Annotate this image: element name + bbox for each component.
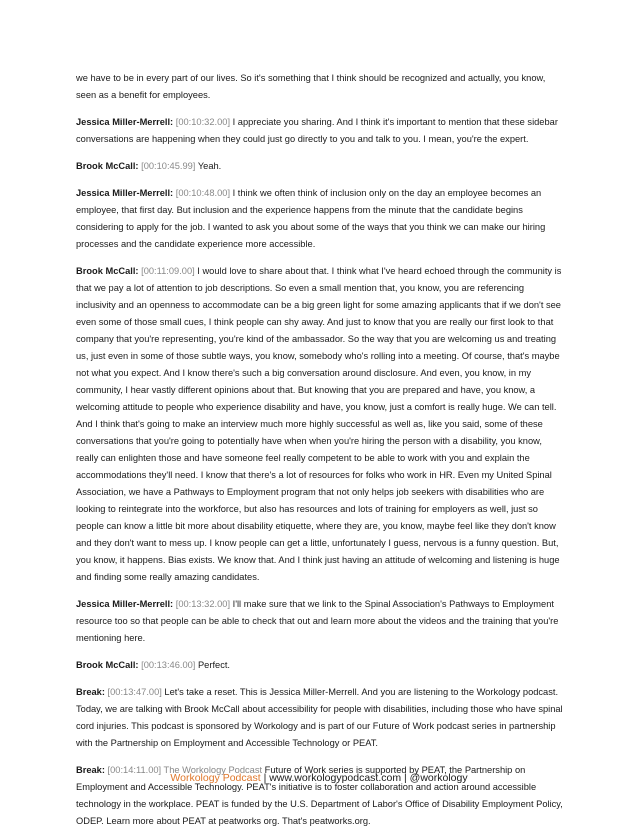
- speaker-name: Jessica Miller-Merrell:: [76, 117, 174, 127]
- paragraph-text: Yeah.: [197, 161, 222, 171]
- speaker-name: Jessica Miller-Merrell:: [76, 188, 174, 198]
- transcript-paragraph: [76, 263, 566, 586]
- transcript-paragraph: [76, 657, 566, 674]
- timestamp: [00:13:46.00]: [141, 660, 196, 670]
- paragraph-text: I would love to share about that. I think what I've heard echoed through the community is that we pay a lot of attention to job descriptions. So even a small mention that, you know, you are referencing inclusivity and an openness to accommodate can be a big green light for some amazing applicants that if we don't see even some of those small cues, I think people can shy away. And just to know that you are really our first look to that company that you're representing, you're kind of the ambassador. So the way that you are welcoming us and treating us, just even in some of those subtle ways, you know, somebody who's rolling into a meeting. Of course, that's maybe not what you expect. And I know there's such a big conversation around disclosure. And even, you know, in my community, I hear vastly different opinions about that. But knowing that you are prepared and have, you know, a welcoming attitude to people who experience disability and have, you know, just a comfort is really huge. We can tell. And I think that's going to make an interview much more highly successful as well as, like you said, some of these conversations that you're going to potentially have when when you're hiring the person with a disability, you know, really can enlighten those and have someone feel really competent to be able to work with you and explain the accommodations they'll need. I know that there's a lot of resources for folks who work in HR. Even my United Spinal Association, we have a Pathways to Employment program that not only helps job seekers with disabilities who are looking to reintegrate into the workforce, but also has resources and lots of training for employers as well, just so people can know a little bit more about disability etiquette, where they are, you know, maybe feel like they don't know and they don't want to mess up. I know people can get a little, unfortunately I guess, nervous is a funny question. But, you know, it happens. Bias exists. We know that. And I think just having an attitude of welcoming and listening is huge and finding some really amazing candidates.: [76, 266, 562, 582]
- speaker-name: Brook McCall:: [76, 161, 139, 171]
- timestamp: [00:11:09.00]: [141, 266, 195, 276]
- transcript-paragraph: [76, 70, 566, 104]
- paragraph-text: Perfect.: [197, 660, 231, 670]
- paragraph-text: we have to be in every part of our lives. So it's something that I think should be recognized and actually, you know, seen as a benefit for employees.: [76, 73, 546, 100]
- paragraph-text: I'll make sure that we link to the Spinal Association's Pathways to Employment resource too so that people can be able to check that out and learn more about the videos and the training that you're mentioning here.: [76, 599, 559, 643]
- footer-brand: Workology Podcast: [170, 772, 261, 784]
- footer-links: | www.workologypodcast.com | @workology: [260, 772, 468, 784]
- speaker-name: Break:: [76, 765, 105, 775]
- transcript-body: [76, 70, 566, 840]
- speaker-name: Brook McCall:: [76, 660, 139, 670]
- transcript-paragraph: [76, 596, 566, 647]
- page-footer: [0, 772, 638, 784]
- speaker-name: Jessica Miller-Merrell:: [76, 599, 174, 609]
- timestamp: [00:10:48.00]: [175, 188, 231, 198]
- paragraph-text: I appreciate you sharing. And I think it's important to mention that these sidebar conversations are happening when they could just go directly to you and talk to you. I mean, you're the expert.: [76, 117, 558, 144]
- transcript-paragraph: [76, 114, 566, 148]
- timestamp: [00:10:32.00]: [175, 117, 231, 127]
- transcript-paragraph: [76, 684, 566, 752]
- timestamp: [00:14:11.00] The Workology Podcast: [107, 765, 263, 775]
- timestamp: [00:13:47.00]: [107, 687, 162, 697]
- paragraph-text: I think we often think of inclusion only on the day an employee becomes an employee, that first day. But inclusion and the experience happens from the minute that the candidate begins considering to apply for the job. I wanted to ask you about some of the ways that you think we can make our hiring processes and the candidate experience more accessible.: [76, 188, 546, 249]
- paragraph-text: Let's take a reset. This is Jessica Miller-Merrell. And you are listening to the Workology podcast. Today, we are talking with Brook McCall about accessibility for people with disabilities, including those who have spinal cord injuries. This podcast is sponsored by Workology and is part of our Future of Work podcast series in partnership with the Partnership on Employment and Accessible Technology or PEAT.: [76, 687, 563, 748]
- timestamp: [00:13:32.00]: [175, 599, 231, 609]
- speaker-name: Break:: [76, 687, 105, 697]
- transcript-paragraph: [76, 158, 566, 175]
- speaker-name: Brook McCall:: [76, 266, 139, 276]
- transcript-paragraph: [76, 185, 566, 253]
- timestamp: [00:10:45.99]: [141, 161, 196, 171]
- paragraph-text: Future of Work series is supported by PEAT, the Partnership on Employment and Accessible Technology. PEAT's initiative is to foster collaboration and action around accessible technology in the workplace. PEAT is funded by the U.S. Department of Labor's Office of Disability Employment Policy, ODEP. Learn more about PEAT at peatworks org. That's peatworks.org.: [76, 765, 563, 826]
